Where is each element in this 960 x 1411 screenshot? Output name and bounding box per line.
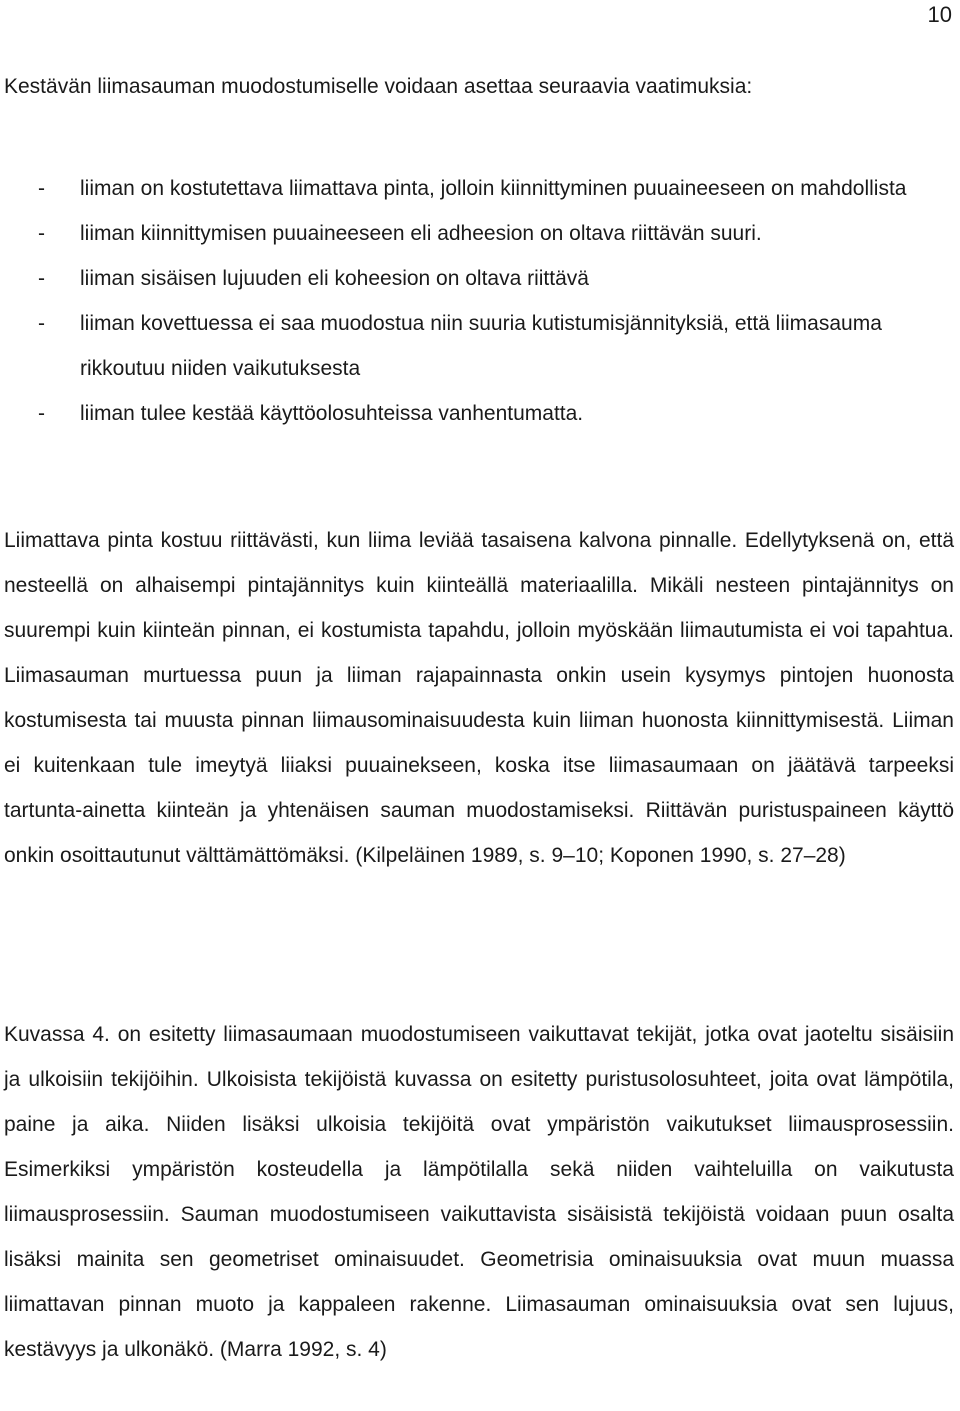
list-item — [4, 211, 954, 256]
list-item — [4, 166, 954, 211]
list-item-text: liiman kiinnittymisen puuaineeseen eli adheesion on oltava riittävän suuri. — [80, 222, 762, 245]
list-dash: - — [38, 402, 45, 425]
body-paragraph-factors: Kuvassa 4. on esitetty liimasaumaan muodostumiseen vaikuttavat tekijät, jotka ovat jaoteltu sisäisiin ja ulkoisiin tekijöihin. Ulkoisista tekijöistä kuvassa on esitetty puristusolosuhteet, joita ovat lämpötila, paine ja aika. Niiden lisäksi ulkoisia tekijöitä ovat ympäristön vaikutukset liimausprosessiin. Esimerkiksi ympäristön kosteudella ja lämpötilalla sekä niiden vaihteluilla on vaikutusta liimausprosessiin. Sauman muodostumiseen vaikuttavista sisäisistä tekijöistä voidaan puun osalta lisäksi mainita sen geometriset ominaisuudet. Geometrisia ominaisuuksia ovat muun muassa liimattavan pinnan muoto ja kappaleen rakenne. Liimasauman ominaisuuksia ovat sen lujuus, kestävyys ja ulkonäkö. (Marra 1992, s. 4) — [4, 1023, 954, 1361]
list-item-text: liiman tulee kestää käyttöolosuhteissa vanhentumatta. — [80, 402, 584, 425]
intro-text: Kestävän liimasauman muodostumiselle voidaan asettaa seuraavia vaatimuksia: — [4, 75, 753, 98]
list-item-text: liiman sisäisen lujuuden eli koheesion on oltava riittävä — [80, 267, 589, 290]
page-number: 10 — [927, 2, 952, 27]
list-item — [4, 301, 954, 391]
list-dash: - — [38, 267, 45, 290]
body-paragraph-wetting: Liimattava pinta kostuu riittävästi, kun liima leviää tasaisena kalvona pinnalle. Edellytyksenä on, että nesteellä on alhaisempi pintajännitys kuin kiinteällä materiaalilla. Mikäli nesteen pintajännitys on suurempi kuin kiinteän pinnan, ei kostumista tapahdu, jolloin myöskään liimautumista ei voi tapahtua. Liimasauman murtuessa puun ja liiman rajapainnasta onkin usein kysymys pintojen huonosta kostumisesta tai muusta pinnan liimausominaisuudesta kuin liiman huonosta kiinnittymisestä. Liiman ei kuitenkaan tule imeytyä liiaksi puuainekseen, koska itse liimasaumaan on jäätävä tarpeeksi tartunta-ainetta kiinteän ja yhtenäisen sauman muodostamiseksi. Riittävän puristuspaineen käyttö onkin osoittautunut välttämättömäksi. (Kilpeläinen 1989, s. 9–10; Koponen 1990, s. 27–28) — [4, 529, 954, 867]
list-item-text: liiman kovettuessa ei saa muodostua niin suuria kutistumisjännityksiä, että liimasauma rikkoutuu niiden vaikutuksesta — [80, 312, 882, 380]
list-dash: - — [38, 177, 45, 200]
list-item — [4, 256, 954, 301]
list-item — [4, 391, 954, 436]
requirements-list — [4, 166, 954, 436]
list-dash: - — [38, 312, 45, 335]
list-dash: - — [38, 222, 45, 245]
list-item-text: liiman on kostutettava liimattava pinta, jolloin kiinnittyminen puuaineeseen on mahdollista — [80, 177, 907, 200]
